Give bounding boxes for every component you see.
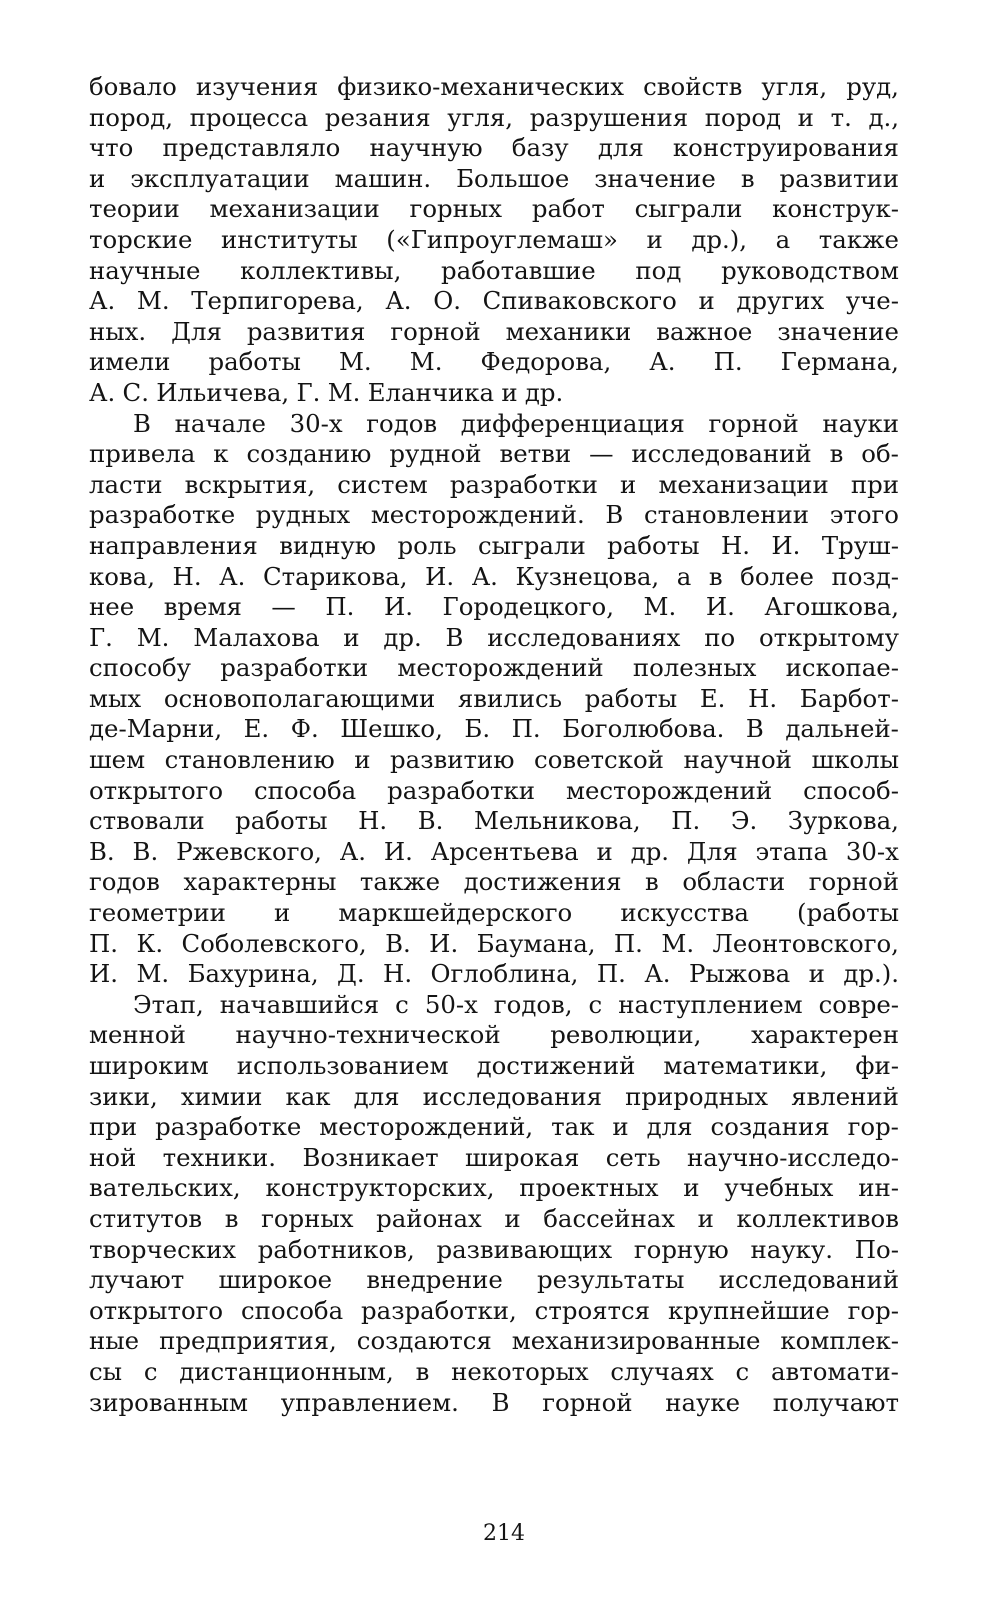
- text-line: зики, химии как для исследования природных явлений: [89, 1081, 899, 1111]
- text-line: ститутов в горных районах и бассейнах и коллективов: [89, 1203, 899, 1233]
- text-line: В. В. Ржевского, А. И. Арсентьева и др. Для этапа 30-х: [89, 836, 899, 866]
- text-line: менной научно-технической революции, характерен: [89, 1020, 899, 1050]
- text-line: направления видную роль сыграли работы Н. И. Труш-: [89, 530, 899, 560]
- text-line: ствовали работы Н. В. Мельникова, П. Э. Зуркова,: [89, 806, 899, 836]
- text-line: вательских, конструкторских, проектных и учебных ин-: [89, 1173, 899, 1203]
- text-line: научные коллективы, работавшие под руководством: [89, 255, 899, 285]
- text-line: шем становлению и развитию советской научной школы: [89, 745, 899, 775]
- text-line: сы с дистанционным, в некоторых случаях с автомати-: [89, 1356, 899, 1386]
- text-line: ласти вскрытия, систем разработки и механизации при: [89, 469, 899, 499]
- text-line: бовало изучения физико-механических свойств угля, руд,: [89, 72, 899, 101]
- text-line: творческих работников, развивающих горную науку. По-: [89, 1234, 899, 1264]
- text-line: И. М. Бахурина, Д. Н. Оглоблина, П. А. Рыжова и др.).: [89, 959, 899, 989]
- text-line: ных. Для развития горной механики важное значение: [89, 316, 899, 346]
- text-line: мых основополагающими явились работы Е. Н. Барбот-: [89, 683, 899, 713]
- text-line: торские институты («Гипроуглемаш» и др.), а также: [89, 224, 899, 254]
- text-line: В начале 30-х годов дифференциация горной науки: [133, 408, 899, 438]
- text-line: ные предприятия, создаются механизированные комплек-: [89, 1326, 899, 1356]
- text-line: Этап, начавшийся с 50-х годов, с наступлением совре-: [133, 989, 899, 1019]
- text-line: А. С. Ильичева, Г. М. Еланчика и др.: [89, 377, 564, 407]
- text-line: и эксплуатации машин. Большое значение в развитии: [89, 163, 899, 193]
- text-line: кова, Н. А. Старикова, И. А. Кузнецова, а в более позд-: [89, 561, 899, 591]
- text-line: лучают широкое внедрение результаты исследований: [89, 1265, 899, 1295]
- text-line: пород, процесса резания угля, разрушения пород и т. д.,: [89, 102, 899, 132]
- text-line: широким использованием достижений математики, фи-: [89, 1051, 899, 1080]
- text-line: П. К. Соболевского, В. И. Баумана, П. М. Леонтовского,: [89, 928, 899, 958]
- text-line: при разработке месторождений, так и для создания гор-: [89, 1112, 899, 1142]
- text-line: ной техники. Возникает широкая сеть научно-исследо-: [89, 1142, 899, 1172]
- text-line: привела к созданию рудной ветви — исследований в об-: [89, 439, 899, 469]
- text-line: открытого способа разработки, строятся крупнейшие гор-: [89, 1295, 899, 1325]
- text-line: А. М. Терпигорева, А. О. Спиваковского и других уче-: [89, 286, 899, 316]
- body-text: [89, 72, 899, 1418]
- text-line: разработке рудных месторождений. В становлении этого: [89, 500, 899, 530]
- text-line: что представляло научную базу для конструирования: [89, 133, 899, 163]
- text-line: геометрии и маркшейдерского искусства (работы: [89, 898, 899, 928]
- text-line: нее время — П. И. Городецкого, М. И. Агошкова,: [89, 592, 899, 622]
- text-line: годов характерны также достижения в области горной: [89, 867, 899, 897]
- text-line: теории механизации горных работ сыграли конструк-: [89, 194, 899, 224]
- page-number: 214: [483, 1521, 525, 1546]
- text-line: способу разработки месторождений полезных ископае-: [89, 653, 899, 683]
- text-line: открытого способа разработки месторождений способ-: [89, 775, 899, 805]
- text-line: зированным управлением. В горной науке получают: [89, 1387, 899, 1417]
- text-line: де-Марни, Е. Ф. Шешко, Б. П. Боголюбова. В дальней-: [89, 714, 899, 744]
- text-line: имели работы М. М. Федорова, А. П. Германа,: [89, 347, 899, 377]
- text-line: Г. М. Малахова и др. В исследованиях по открытому: [89, 622, 899, 652]
